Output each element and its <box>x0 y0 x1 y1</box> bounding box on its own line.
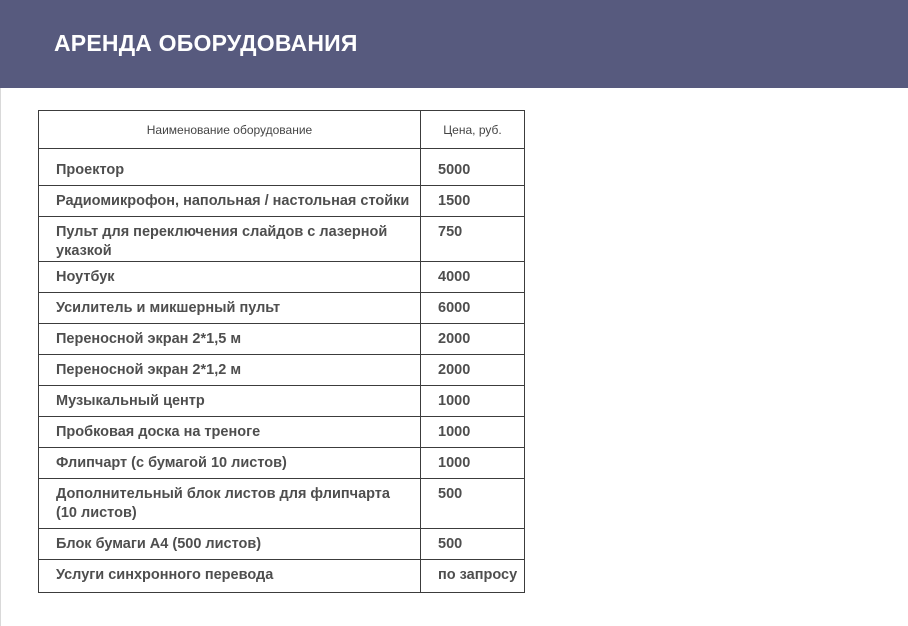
equipment-price: 500 <box>421 529 525 560</box>
table-row <box>39 217 525 262</box>
page-title: АРЕНДА ОБОРУДОВАНИЯ <box>54 30 358 56</box>
equipment-name: Усилитель и микшерный пульт <box>39 293 421 324</box>
equipment-price: по запросу <box>421 560 525 593</box>
left-divider <box>0 88 1 626</box>
table-row <box>39 186 525 217</box>
equipment-name: Радиомикрофон, напольная / настольная стойки <box>39 186 421 217</box>
equipment-name: Переносной экран 2*1,5 м <box>39 324 421 355</box>
page-header <box>0 0 908 88</box>
equipment-name: Услуги синхронного перевода <box>39 560 421 593</box>
equipment-price-table <box>38 110 525 593</box>
equipment-name: Флипчарт (с бумагой 10 листов) <box>39 448 421 479</box>
table-row <box>39 479 525 529</box>
equipment-price: 2000 <box>421 324 525 355</box>
equipment-name: Проектор <box>39 149 421 186</box>
table-row <box>39 149 525 186</box>
table-row <box>39 324 525 355</box>
equipment-name: Блок бумаги А4 (500 листов) <box>39 529 421 560</box>
table-row <box>39 417 525 448</box>
table-row <box>39 560 525 593</box>
equipment-name: Музыкальный центр <box>39 386 421 417</box>
equipment-price: 1000 <box>421 386 525 417</box>
column-header-price: Цена, руб. <box>421 111 525 149</box>
table-row <box>39 262 525 293</box>
equipment-price: 6000 <box>421 293 525 324</box>
equipment-price: 2000 <box>421 355 525 386</box>
equipment-name: Пробковая доска на треноге <box>39 417 421 448</box>
table-row <box>39 529 525 560</box>
equipment-price: 1000 <box>421 417 525 448</box>
table-row <box>39 448 525 479</box>
equipment-price: 750 <box>421 217 525 262</box>
equipment-price: 5000 <box>421 149 525 186</box>
table-header-row <box>39 111 525 149</box>
table-row <box>39 386 525 417</box>
equipment-price: 1500 <box>421 186 525 217</box>
equipment-name: Переносной экран 2*1,2 м <box>39 355 421 386</box>
table-row <box>39 293 525 324</box>
equipment-price: 1000 <box>421 448 525 479</box>
equipment-name: Дополнительный блок листов для флипчарта (10 листов) <box>39 479 421 529</box>
equipment-name: Ноутбук <box>39 262 421 293</box>
equipment-price: 4000 <box>421 262 525 293</box>
column-header-name: Наименование оборудование <box>39 111 421 149</box>
table-row <box>39 355 525 386</box>
equipment-name: Пульт для переключения слайдов с лазерной указкой <box>39 217 421 262</box>
equipment-price: 500 <box>421 479 525 529</box>
